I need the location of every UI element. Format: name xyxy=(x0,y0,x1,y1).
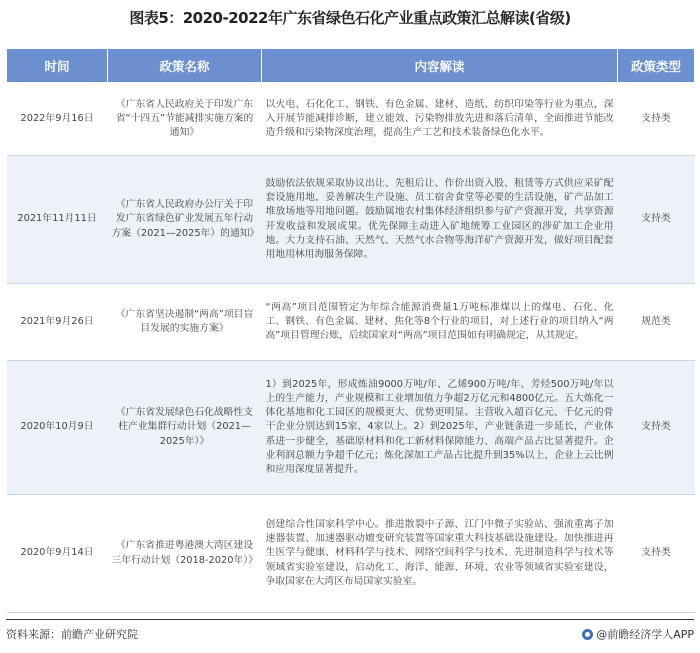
row-policy-type: 支持类 xyxy=(618,156,695,284)
policy-table xyxy=(6,48,695,613)
table-row xyxy=(7,361,695,495)
row-date: 2021年9月26日 xyxy=(7,284,108,361)
table-row xyxy=(7,284,695,361)
header-time: 时间 xyxy=(7,49,108,83)
row-policy-type: 支持类 xyxy=(618,83,695,156)
header-policy-name: 政策名称 xyxy=(108,49,262,83)
footer-divider xyxy=(6,619,694,620)
row-policy-type: 支持类 xyxy=(618,495,695,613)
table-row xyxy=(7,495,695,613)
row-content: 鼓励依法依规采取协议出让、先租后让、作价出资入股、租赁等方式供应采矿配套设施用地，妥善解决生产设施、员工宿舍食堂等必要的生活设施，矿产品加工堆放场地等用地问题。鼓励属地农村集体经济组织参与矿产资源开发，共享资源开发收益和发展成果。优先保障主动进入矿地统筹工业园区的涉矿加工企业用地。大力支持石油、天然气、天然气水合物等海洋矿产资源开发，做好项目配套用地用林用海服务保障。 xyxy=(262,156,618,284)
row-policy-type: 支持类 xyxy=(618,361,695,495)
table-row xyxy=(7,83,695,156)
table-row xyxy=(7,156,695,284)
row-content: 以火电、石化化工、钢铁、有色金属、建材、造纸、纺织印染等行业为重点，深入开展节能减排诊断，建立能效、污染物排放先进和落后清单，全面推进节能改造升级和污染物深度治理，提高生产工艺和技术装备绿色化水平。 xyxy=(262,83,618,156)
row-date: 2021年11月11日 xyxy=(7,156,108,284)
row-policy-name: 《广东省推进粤港澳大湾区建设三年行动计划（2018-2020年）》 xyxy=(108,495,262,613)
row-policy-name: 《广东省人民政府关于印发广东省“十四五”节能减排实施方案的通知》 xyxy=(108,83,262,156)
header-policy-type: 政策类型 xyxy=(618,49,695,83)
header-content: 内容解读 xyxy=(262,49,618,83)
row-policy-type: 规范类 xyxy=(618,284,695,361)
row-content: 1）到2025年，形成炼油9000万吨/年、乙烯900万吨/年、芳烃500万吨/年以上的生产能力，产业规模和工业增加值力争超2万亿元和4800亿元。五大炼化一体化基地和化工园区的规模更大、优势更明显。主营收入超百亿元、千亿元的骨干企业分别达到15家、4家以上。2）到2025年，产业链条进一步延长，产业体系进一步健全，基础原材料和化工新材料保障能力、高端产品占比显著提升。企业利润总额力争超千亿元；炼化深加工产品占比提升到35%以上，企业上云比例和应用深度显著提升。 xyxy=(262,361,618,495)
brand-credit-text: @前瞻经济学人APP xyxy=(596,628,694,641)
row-content: 创建综合性国家科学中心。推进散裂中子源、江门中微子实验站、强流重离子加速器装置、加速器驱动嬗变研究装置等国家重大科技基础设施建设。加快推进再生医学与健康、材料科学与技术、网络空间科学与技术、先进制造科学与技术等领域省实验室建设，启动化工、海洋、能源、环境、农业等领域省实验室建设，争取国家在大湾区布局国家实验室。 xyxy=(262,495,618,613)
brand-logo-icon xyxy=(582,629,593,640)
source-note: 资料来源：前瞻产业研究院 xyxy=(6,628,138,641)
row-policy-name: 《广东省发展绿色石化战略性支柱产业集群行动计划（2021—2025年）》 xyxy=(108,361,262,495)
row-policy-name: 《广东省人民政府办公厅关于印发广东省绿色矿业发展五年行动方案（2021—2025年）的通知》 xyxy=(108,156,262,284)
row-policy-name: 《广东省坚决遏制“两高”项目盲目发展的实施方案》 xyxy=(108,284,262,361)
brand-credit xyxy=(582,626,694,642)
row-date: 2020年10月9日 xyxy=(7,361,108,495)
table-header-row xyxy=(7,49,695,83)
row-date: 2020年9月14日 xyxy=(7,495,108,613)
row-date: 2022年9月16日 xyxy=(7,83,108,156)
row-content: “两高”项目范围暂定为年综合能源消费量1万吨标准煤以上的煤电、石化、化工、钢铁、有色金属、建材、焦化等8个行业的项目，对上述行业的项目纳入“两高”项目管理台账，后续国家对“两高”项目范围如有明确规定，从其规定。 xyxy=(262,284,618,361)
page-title: 图表5：2020-2022年广东省绿色石化产业重点政策汇总解读(省级) xyxy=(129,9,571,27)
